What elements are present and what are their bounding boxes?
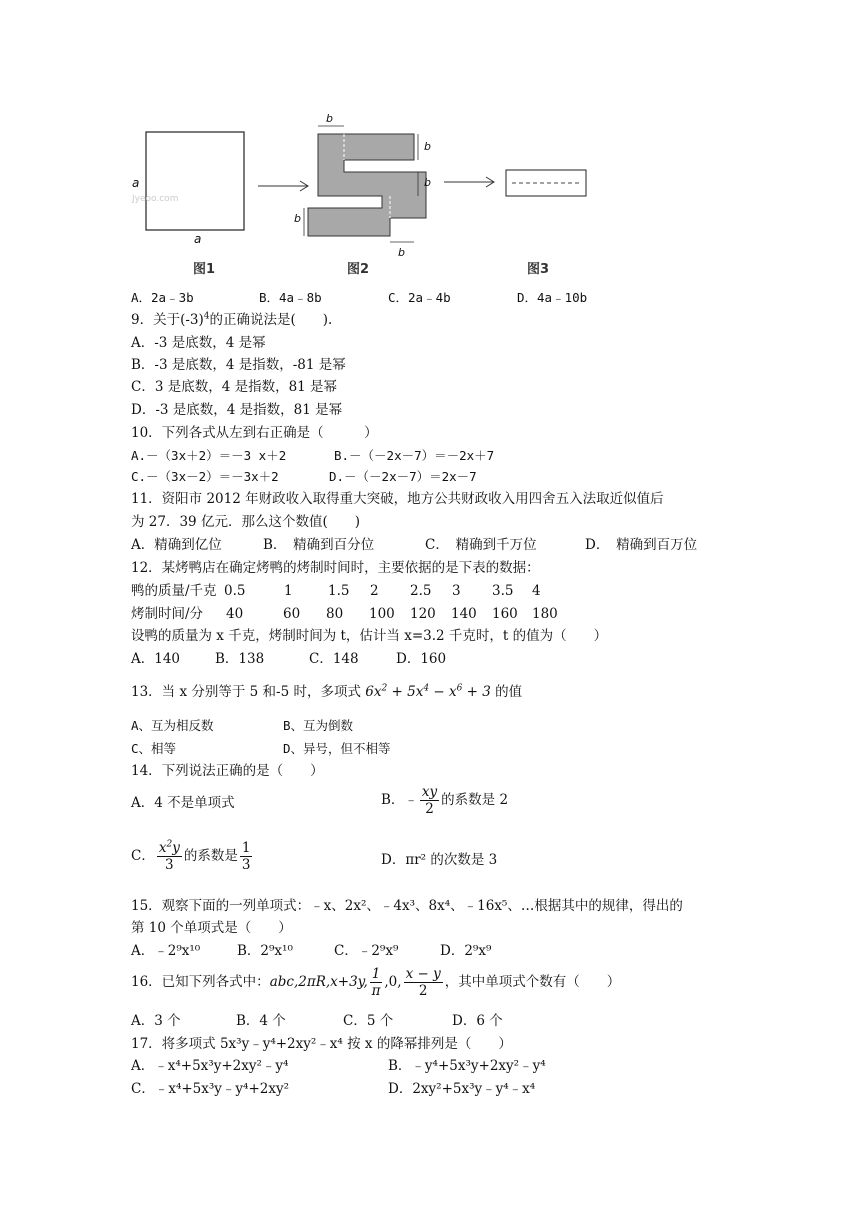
q11-stem-line1: 11．资阳市 2012 年财政收入取得重大突破，地方公共财政收入用四舍五入法取近似值后 — [131, 491, 664, 507]
figure-label-3: 图3 — [527, 262, 550, 277]
arrow-2-icon — [442, 175, 502, 189]
q11-option-d[interactable]: D． 精确到百万位 — [585, 537, 698, 553]
q12-question: 设鸭的质量为 x 千克，烤制时间为 t，估计当 x=3.2 千克时，t 的值为（ ） — [131, 628, 608, 644]
s-shape-figure — [292, 112, 442, 262]
q12-row1-cell: 2.5 — [410, 583, 432, 599]
q9-option-a[interactable]: A．-3 是底数，4 是幂 — [131, 335, 266, 351]
q12-option-a[interactable]: A．140 — [131, 651, 181, 667]
q11-stem-line2: 为 27．39 亿元．那么这个数值( ) — [131, 514, 360, 530]
q13-option-d[interactable]: D、异号，但不相等 — [283, 741, 391, 756]
q12-row1-cell: 3.5 — [492, 583, 514, 599]
q13-polynomial: $6x^2 + 5x^4 - x^6 + 3$ — [361, 683, 496, 700]
q13-option-a[interactable]: A、互为相反数 — [131, 718, 214, 733]
q12-row1-cell: 3 — [452, 583, 461, 599]
q9-option-c[interactable]: C．3 是底数，4 是指数，81 是幂 — [131, 379, 338, 395]
q15-option-a[interactable]: A．﹣2⁹x¹⁰ — [131, 943, 201, 959]
q12-row2-cell: 180 — [532, 606, 558, 622]
q8-option-b[interactable]: B．4a﹣8b — [259, 290, 322, 305]
q10-option-a[interactable]: A.－（3x＋2）＝－3 x＋2 — [131, 448, 287, 463]
q12-row2-cell: 140 — [451, 606, 477, 622]
q12-row2-cell: 40 — [226, 606, 244, 622]
q12-option-d[interactable]: D．160 — [396, 651, 447, 667]
q14-option-d[interactable]: D．πr² 的次数是 3 — [381, 852, 498, 868]
q9-option-d[interactable]: D．-3 是底数，4 是指数，81 是幂 — [131, 402, 343, 418]
q13-stem: 13．当 x 分别等于 5 和-5 时，多项式 $6x^2 + 5x^4 - x^6 + 3$ 的值 — [131, 683, 523, 700]
q10-stem: 10．下列各式从左到右正确是（ ） — [131, 425, 378, 441]
b-mark-1: b — [326, 112, 333, 125]
q13-option-c[interactable]: C、相等 — [131, 741, 177, 756]
q12-row1-cell: 0.5 — [224, 583, 246, 599]
q15-option-d[interactable]: D．2⁹x⁹ — [440, 943, 492, 959]
q14-stem: 14．下列说法正确的是（ ） — [131, 763, 324, 779]
q10-option-d[interactable]: D.－（－2x－7）＝2x－7 — [329, 469, 477, 484]
q17-stem: 17．将多项式 5x³y﹣y⁴+2xy²﹣x⁴ 按 x 的降幂排列是（ ） — [131, 1036, 512, 1052]
q15-stem-line2: 第 10 个单项式是（ ） — [131, 920, 292, 936]
q16-option-b[interactable]: B．4 个 — [236, 1013, 286, 1029]
q13-option-b[interactable]: B、互为倒数 — [283, 718, 354, 733]
q16-option-c[interactable]: C．5 个 — [343, 1013, 394, 1029]
b-mark-2: b — [424, 140, 431, 153]
side-a-bottom: a — [194, 232, 202, 246]
q14-option-a[interactable]: A．4 不是单项式 — [131, 795, 235, 811]
q12-option-c[interactable]: C．148 — [309, 651, 359, 667]
q12-row2-cell: 60 — [283, 606, 301, 622]
q8-option-c[interactable]: C．2a﹣4b — [388, 290, 451, 305]
figure-1 — [130, 112, 270, 262]
q16-stem: 16．已知下列各式中：abc,2πR,x+3y, $\frac{1}{\pi}$ ,0, $\frac{x - y}{2}$ ，其中单项式个数有（ ） — [131, 966, 621, 999]
figure-label-1: 图1 — [193, 262, 216, 277]
q12-row2-cell: 120 — [410, 606, 436, 622]
q15-stem-line1: 15．观察下面的一列单项式：﹣x、2x²、﹣4x³、8x⁴、﹣16x⁵、…根据其中的规律，得出的 — [131, 898, 683, 914]
b-mark-4: b — [294, 212, 301, 225]
q12-row1-cell: 4 — [532, 583, 541, 599]
q10-option-b[interactable]: B.－（－2x－7）＝－2x＋7 — [334, 448, 495, 463]
q14-option-b[interactable]: B．﹣ $\frac{xy}{2}$ 的系数是 2 — [381, 784, 509, 817]
q12-row1-cell: 1.5 — [328, 583, 350, 599]
q12-stem: 12．某烤鸭店在确定烤鸭的烤制时间时，主要依据的是下表的数据： — [131, 560, 540, 576]
q12-row2-cell: 100 — [369, 606, 395, 622]
q12-row1-cell: 2 — [370, 583, 379, 599]
q15-option-b[interactable]: B．2⁹x¹⁰ — [237, 943, 293, 959]
q16-option-a[interactable]: A．3 个 — [131, 1013, 181, 1029]
figure-label-2: 图2 — [347, 262, 370, 277]
q14-option-c[interactable]: C． $\frac{x^2y}{3}$ 的系数是 $\frac{1}{3}$ — [131, 839, 251, 873]
rectangle-figure — [500, 166, 590, 202]
q9-option-b[interactable]: B．-3 是底数，4 是指数，-81 是幂 — [131, 357, 346, 373]
q12-option-b[interactable]: B．138 — [215, 651, 265, 667]
q12-row2-label: 烤制时间/分 — [131, 606, 204, 622]
q12-row1-label: 鸭的质量/千克 — [131, 583, 217, 599]
q12-row2-cell: 80 — [326, 606, 344, 622]
q15-option-c[interactable]: C．﹣2⁹x⁹ — [334, 943, 399, 959]
q9-stem: 9．关于$(-3)^4$的正确说法是( ). — [131, 311, 333, 328]
q8-option-d[interactable]: D．4a﹣10b — [517, 290, 588, 305]
b-mark-3: b — [424, 176, 431, 189]
q11-option-a[interactable]: A．精确到亿位 — [131, 537, 222, 553]
q12-row1-cell: 1 — [284, 583, 293, 599]
q11-option-b[interactable]: B． 精确到百分位 — [263, 537, 375, 553]
q11-option-c[interactable]: C． 精确到千万位 — [425, 537, 537, 553]
q12-row2-cell: 160 — [492, 606, 518, 622]
q17-option-b[interactable]: B．﹣y⁴+5x³y+2xy²﹣y⁴ — [388, 1058, 546, 1074]
q17-option-d[interactable]: D．2xy²+5x³y﹣y⁴﹣x⁴ — [388, 1081, 536, 1097]
side-a-left: a — [132, 176, 140, 190]
q16-option-d[interactable]: D．6 个 — [452, 1013, 503, 1029]
q17-option-c[interactable]: C．﹣x⁴+5x³y﹣y⁴+2xy² — [131, 1081, 289, 1097]
q8-option-a[interactable]: A．2a﹣3b — [131, 290, 194, 305]
figure-2 — [292, 112, 442, 262]
q10-option-c[interactable]: C.－（3x－2）＝－3x＋2 — [131, 469, 279, 484]
watermark: Jyeoo.com — [132, 194, 179, 204]
q17-option-a[interactable]: A．﹣x⁴+5x³y+2xy²﹣y⁴ — [131, 1058, 289, 1074]
b-mark-5: b — [398, 246, 405, 259]
